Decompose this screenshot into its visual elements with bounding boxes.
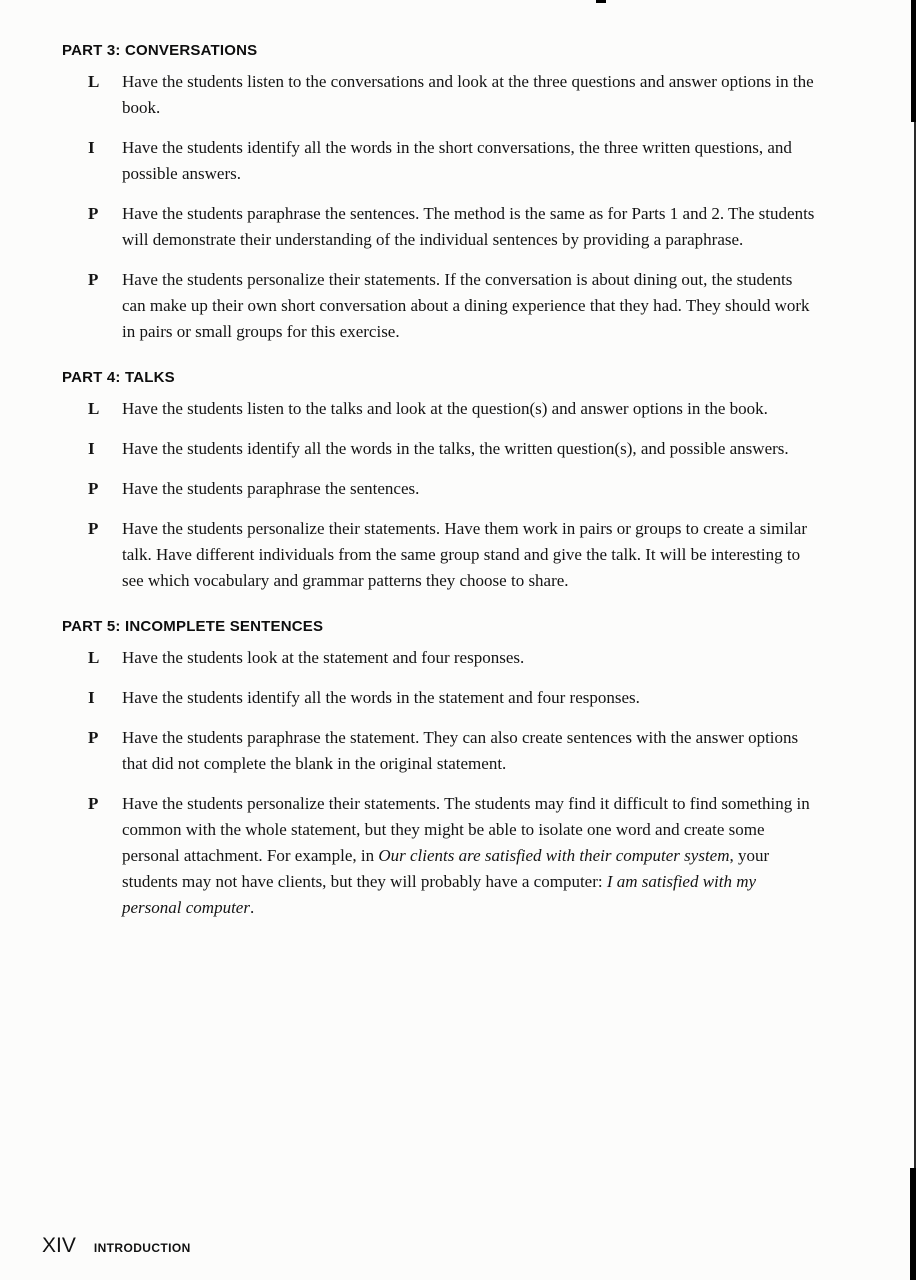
part-section bbox=[62, 42, 818, 345]
item-text bbox=[122, 791, 816, 921]
page-number: XIV bbox=[42, 1234, 76, 1257]
part-heading: PART 3: CONVERSATIONS bbox=[62, 42, 258, 59]
part-heading: PART 4: TALKS bbox=[62, 369, 175, 386]
item-text bbox=[122, 645, 524, 671]
item-text-segment: Have the students look at the statement and four responses. bbox=[122, 648, 525, 667]
item-text bbox=[122, 685, 640, 711]
item-text-segment: Have the students listen to the talks and look at the question(s) and answer options in the book. bbox=[122, 399, 768, 418]
list-item bbox=[88, 791, 818, 921]
item-text-segment: Have the students identify all the words in the statement and four responses. bbox=[122, 688, 640, 707]
item-letter: P bbox=[88, 270, 99, 289]
list-item bbox=[88, 476, 818, 502]
item-text bbox=[122, 725, 816, 777]
list-item bbox=[88, 685, 818, 711]
footer-section-label: INTRODUCTION bbox=[93, 1241, 191, 1255]
list-item bbox=[88, 201, 818, 253]
item-text-italic-segment: Our clients are satisfied with their computer system bbox=[378, 846, 730, 865]
list-item bbox=[88, 396, 818, 422]
item-letter: I bbox=[88, 688, 95, 707]
item-text-segment: Have the students personalize their statements. Have them work in pairs or groups to create a similar talk. Have different individuals from the same group stand and give the talk. It will be interesting to see which vocabulary and grammar patterns they choose to share. bbox=[122, 519, 807, 590]
list-item bbox=[88, 516, 818, 594]
page-footer bbox=[42, 1234, 191, 1258]
part-items bbox=[62, 69, 818, 345]
item-text-segment: Have the students identify all the words in the talks, the written question(s), and possible answers. bbox=[122, 439, 789, 458]
item-text-segment: Have the students paraphrase the statement. They can also create sentences with the answer options that did not complete the blank in the original statement. bbox=[122, 728, 799, 773]
part-heading: PART 5: INCOMPLETE SENTENCES bbox=[62, 618, 324, 635]
item-text-segment: Have the students personalize their statements. The students may find it difficult to find something in common with the whole statement, but they might be able to isolate one word and create some personal attachment. For example, in bbox=[122, 794, 810, 865]
item-text bbox=[122, 267, 816, 345]
list-item bbox=[88, 135, 818, 187]
item-letter: I bbox=[88, 138, 95, 157]
item-text-segment: Have the students paraphrase the sentences. The method is the same as for Parts 1 and 2. The students will demonstrate their understanding of the individual sentences by providing a paraphrase. bbox=[122, 204, 815, 249]
part-items bbox=[62, 645, 818, 921]
scan-edge-mark bbox=[910, 1168, 916, 1280]
item-text bbox=[122, 135, 816, 187]
item-letter: P bbox=[88, 479, 99, 498]
item-text-segment: Have the students identify all the words in the short conversations, the three written questions, and possible answers. bbox=[122, 138, 792, 183]
item-letter: L bbox=[88, 648, 100, 667]
item-text-segment: Have the students personalize their statements. If the conversation is about dining out, the students can make up their own short conversation about a dining experience that they had. They should work in pairs or small groups for this exercise. bbox=[122, 270, 810, 341]
item-letter: P bbox=[88, 728, 99, 747]
item-text bbox=[122, 436, 789, 462]
list-item bbox=[88, 645, 818, 671]
item-letter: I bbox=[88, 439, 95, 458]
list-item bbox=[88, 725, 818, 777]
part-items bbox=[62, 396, 818, 594]
item-text-segment: Have the students listen to the conversations and look at the three questions and answer options in the book. bbox=[122, 72, 814, 117]
part-section bbox=[62, 369, 818, 594]
item-text bbox=[122, 516, 816, 594]
item-text-segment: . bbox=[249, 898, 255, 917]
list-item bbox=[88, 69, 818, 121]
item-text-italic-segment: I am satisfied with my personal computer bbox=[122, 872, 757, 917]
item-text bbox=[122, 396, 768, 422]
item-letter: L bbox=[88, 72, 100, 91]
item-text bbox=[122, 201, 816, 253]
item-letter: P bbox=[88, 204, 99, 223]
item-letter: L bbox=[88, 399, 100, 418]
sections-container bbox=[62, 42, 818, 921]
item-text bbox=[122, 69, 816, 121]
scan-edge-mark bbox=[596, 0, 606, 3]
scan-edge-mark bbox=[911, 0, 916, 122]
item-letter: P bbox=[88, 794, 99, 813]
item-text bbox=[122, 476, 419, 502]
item-text-segment: , your students may not have clients, but they will probably have a computer: bbox=[122, 846, 770, 891]
list-item bbox=[88, 267, 818, 345]
list-item bbox=[88, 436, 818, 462]
part-section bbox=[62, 618, 818, 921]
item-text-segment: Have the students paraphrase the sentences. bbox=[122, 479, 420, 498]
item-letter: P bbox=[88, 519, 99, 538]
